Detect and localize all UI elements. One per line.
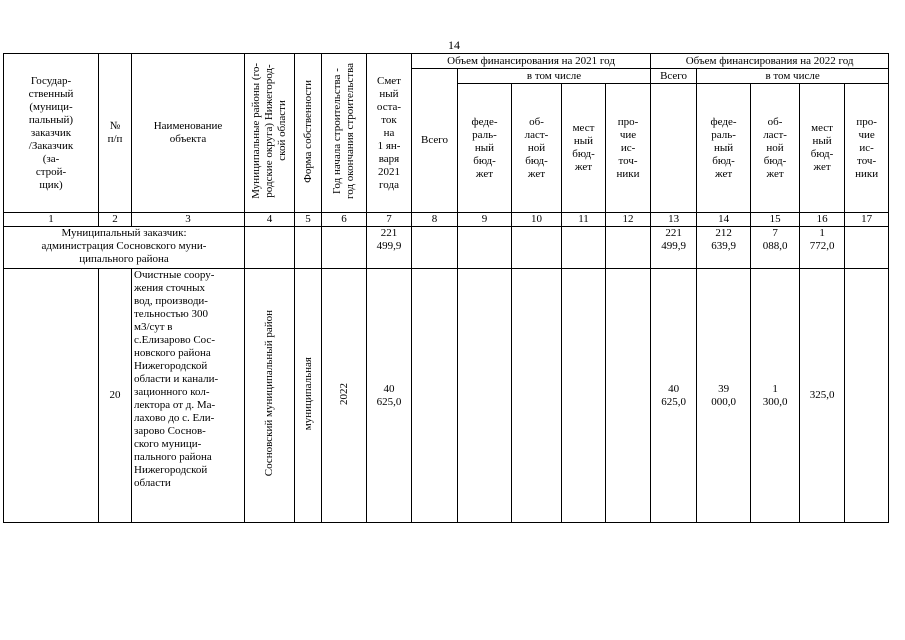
table-cell bbox=[845, 227, 889, 269]
header-fin-2022: Объем финансирования на 2022 год bbox=[651, 54, 889, 69]
row-municipality bbox=[245, 269, 295, 523]
header-local-2021: мест ный бюд- жет bbox=[562, 84, 606, 213]
header-years bbox=[322, 54, 367, 213]
column-number: 14 bbox=[697, 213, 751, 227]
row-object-name: Очистные соору- жения сточных вод, производи- тельностью 300 м3/сут в с.Елизарово Сос- новского района Нижегородской области и канали- зационного кол- лектора от д. Ма- лахово до с. Ели- зарово Соснов- ского муници- пального района Нижегородской области bbox=[132, 269, 245, 523]
summary-regional-2022: 7 088,0 bbox=[751, 227, 800, 269]
header-customer: Государ- ственный (муници- пальный) заказчик /Заказчик (за- строй- щик) bbox=[4, 54, 99, 213]
header-fin-2021: Объем финансирования на 2021 год bbox=[412, 54, 651, 69]
column-number: 11 bbox=[562, 213, 606, 227]
header-including-2022: в том числе bbox=[697, 69, 889, 84]
header-municipality-text: Муниципальные районы (го- родские округа) Нижегород- ской области bbox=[250, 63, 288, 199]
row-balance: 40 625,0 bbox=[367, 269, 412, 523]
column-number: 8 bbox=[412, 213, 458, 227]
column-number: 4 bbox=[245, 213, 295, 227]
summary-label: Муниципальный заказчик: администрация Сосновского муни- ципального района bbox=[4, 227, 245, 269]
page-number: 14 bbox=[448, 38, 460, 52]
header-balance: Смет ный оста- ток на 1 ян- варя 2021 года bbox=[367, 54, 412, 213]
header-ownership bbox=[295, 54, 322, 213]
table-cell bbox=[512, 227, 562, 269]
table-cell bbox=[606, 269, 651, 523]
header-municipality bbox=[245, 54, 295, 213]
row-years bbox=[322, 269, 367, 523]
table-cell bbox=[458, 227, 512, 269]
header-total-2022-blank bbox=[651, 84, 697, 213]
table-cell bbox=[295, 227, 322, 269]
financing-table bbox=[3, 53, 889, 523]
row-total-2022: 40 625,0 bbox=[651, 269, 697, 523]
table-cell bbox=[562, 227, 606, 269]
row-regional-2022: 1 300,0 bbox=[751, 269, 800, 523]
table-cell bbox=[322, 227, 367, 269]
header-years-text: Год начала строительства - год окончания строительства bbox=[331, 63, 356, 199]
header-federal-2021: феде- раль- ный бюд- жет bbox=[458, 84, 512, 213]
table-row-object bbox=[4, 269, 889, 523]
table-cell bbox=[845, 269, 889, 523]
header-federal-2022: феде- раль- ный бюд- жет bbox=[697, 84, 751, 213]
header-local-2022: мест ный бюд- жет bbox=[800, 84, 845, 213]
header-object-name: Наименование объекта bbox=[132, 54, 245, 213]
column-number: 17 bbox=[845, 213, 889, 227]
column-number: 12 bbox=[606, 213, 651, 227]
header-including-2021: в том числе bbox=[458, 69, 651, 84]
column-number: 9 bbox=[458, 213, 512, 227]
header-total-2021: Всего bbox=[412, 69, 458, 213]
table-row-summary bbox=[4, 227, 889, 269]
header-other-2021: про- чие ис- точ- ники bbox=[606, 84, 651, 213]
header-ownership-text: Форма собственности bbox=[301, 79, 314, 183]
table-cell bbox=[412, 227, 458, 269]
table-cell bbox=[562, 269, 606, 523]
column-number: 15 bbox=[751, 213, 800, 227]
row-ownership-text: муниципальная bbox=[301, 356, 314, 431]
header-regional-2022: об- ласт- ной бюд- жет bbox=[751, 84, 800, 213]
row-local-2022: 325,0 bbox=[800, 269, 845, 523]
summary-local-2022: 1 772,0 bbox=[800, 227, 845, 269]
summary-federal-2022: 212 639,9 bbox=[697, 227, 751, 269]
column-number: 5 bbox=[295, 213, 322, 227]
row-num: 20 bbox=[99, 269, 132, 523]
column-number: 7 bbox=[367, 213, 412, 227]
row-municipality-text: Сосновский муниципальный район bbox=[263, 310, 275, 477]
row-years-text: 2022 bbox=[337, 382, 350, 405]
summary-total-2022: 221 499,9 bbox=[651, 227, 697, 269]
header-regional-2021: об- ласт- ной бюд- жет bbox=[512, 84, 562, 213]
column-number: 10 bbox=[512, 213, 562, 227]
header-total-2022: Всего bbox=[651, 69, 697, 84]
column-number: 13 bbox=[651, 213, 697, 227]
column-number: 16 bbox=[800, 213, 845, 227]
column-number: 2 bbox=[99, 213, 132, 227]
summary-balance: 221 499,9 bbox=[367, 227, 412, 269]
table-cell bbox=[606, 227, 651, 269]
table-cell bbox=[4, 269, 99, 523]
table-cell bbox=[245, 227, 295, 269]
table-cell bbox=[412, 269, 458, 523]
header-other-2022: про- чие ис- точ- ники bbox=[845, 84, 889, 213]
column-number: 3 bbox=[132, 213, 245, 227]
table-cell bbox=[512, 269, 562, 523]
column-number: 1 bbox=[4, 213, 99, 227]
row-federal-2022: 39 000,0 bbox=[697, 269, 751, 523]
table-cell bbox=[458, 269, 512, 523]
header-num: № п/п bbox=[99, 54, 132, 213]
row-ownership bbox=[295, 269, 322, 523]
column-number: 6 bbox=[322, 213, 367, 227]
